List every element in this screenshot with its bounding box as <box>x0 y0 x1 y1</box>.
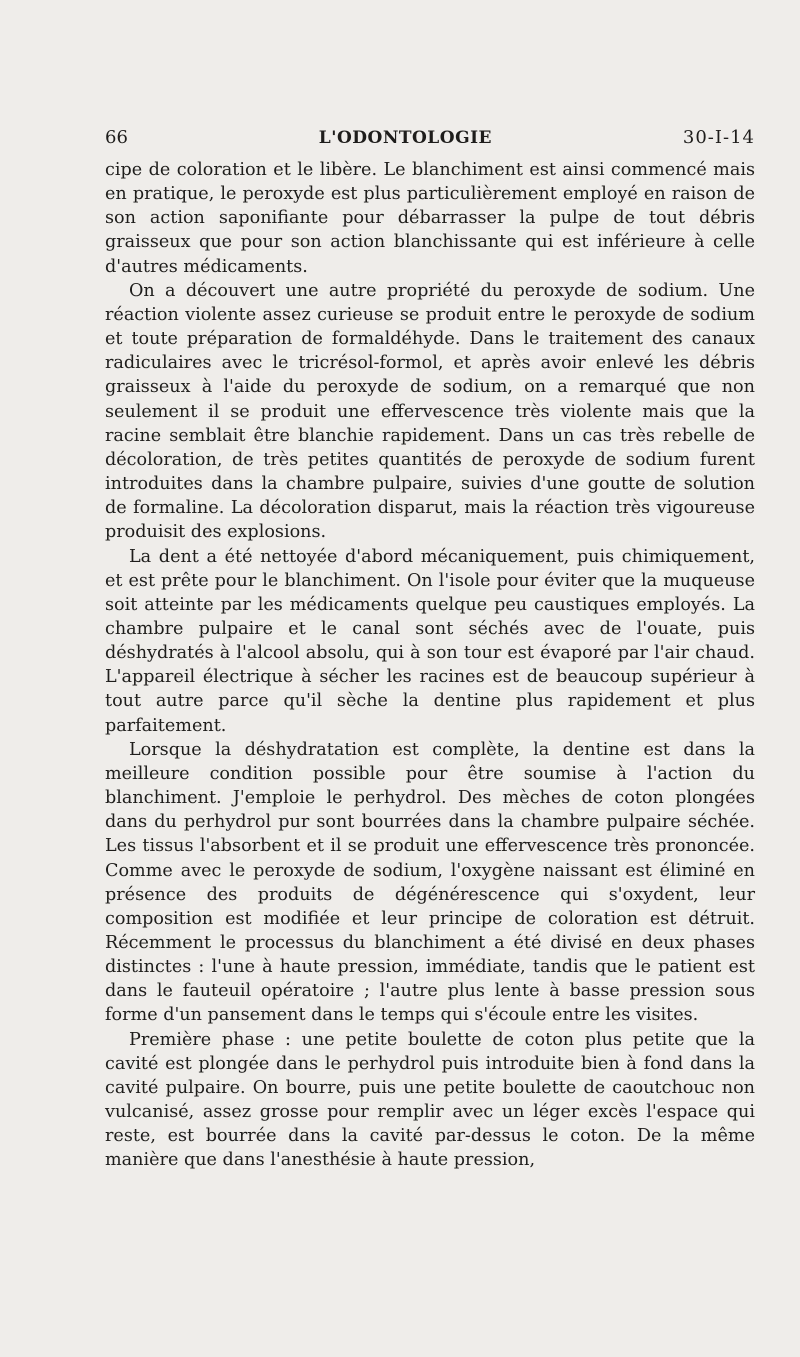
page-number: 66 <box>105 127 128 148</box>
paragraph: Première phase : une petite boulette de coton plus petite que la cavité est plongée dans le perhydrol puis introduite bien à fond dans la cavité pulpaire. On bourre, puis une petite boulette de caoutchouc non vulcanisé, assez grosse pour remplir avec un léger excès l'espace qui reste, est bourrée dans la cavité par-dessus le coton. De la même manière que dans l'anesthésie à haute pression, <box>105 1029 755 1171</box>
paragraph: On a découvert une autre propriété du peroxyde de sodium. Une réaction violente assez curieuse se produit entre le peroxyde de sodium et toute préparation de formaldéhyde. Dans le traitement des canaux radiculaires avec le tricrésol-formol, et après avoir enlevé les débris graisseux à l'aide du peroxyde de sodium, on a remarqué que non seulement il se produit une effervescence très violente mais que la racine semblait être blanchie rapidement. Dans un cas très rebelle de décoloration, de très petites quantités de peroxyde de sodium furent introduites dans la chambre pulpaire, suivies d'une goutte de solution de formaline. La décoloration disparut, mais la réaction très vigoureuse produisit des explosions. <box>105 280 755 543</box>
issue-date: 30-I-14 <box>682 127 755 148</box>
body-text <box>105 158 755 1173</box>
running-header <box>105 127 755 155</box>
paragraph: La dent a été nettoyée d'abord mécaniquement, puis chimiquement, et est prête pour le blanchiment. On l'isole pour éviter que la muqueuse soit atteinte par les médicaments quelque peu caustiques employés. La chambre pulpaire et le canal sont séchés avec de l'ouate, puis déshydratés à l'alcool absolu, qui à son tour est évaporé par l'air chaud. L'appareil électrique à sécher les racines est de beaucoup supérieur à tout autre parce qu'il sèche la dentine plus rapidement et plus parfaitement. <box>105 546 755 736</box>
paragraph-continuation: cipe de coloration et le libère. Le blanchiment est ainsi commencé mais en pratique, le peroxyde est plus particulièrement employé en raison de son action saponifiante pour débarrasser la pulpe de tout débris graisseux que pour son action blanchissante qui est inférieure à celle d'autres médicaments. <box>105 160 755 277</box>
journal-title: L'ODONTOLOGIE <box>318 128 493 148</box>
paragraph: Lorsque la déshydratation est complète, la dentine est dans la meilleure condition possible pour être soumise à l'action du blanchiment. J'emploie le perhydrol. Des mèches de coton plongées dans du perhydrol pur sont bourrées dans la chambre pulpaire séchée. Les tissus l'absorbent et il se produit une effervescence très prononcée. Comme avec le peroxyde de sodium, l'oxygène naissant est éliminé en présence des produits de dégénérescence qui s'oxydent, leur composition est modifiée et leur principe de coloration est détruit. Récemment le processus du blanchiment a été divisé en deux phases distinctes : l'une à haute pression, immédiate, tandis que le patient est dans le fauteuil opératoire ; l'autre plus lente à basse pression sous forme d'un pansement dans le temps qui s'écoule entre les visites. <box>105 739 755 1026</box>
